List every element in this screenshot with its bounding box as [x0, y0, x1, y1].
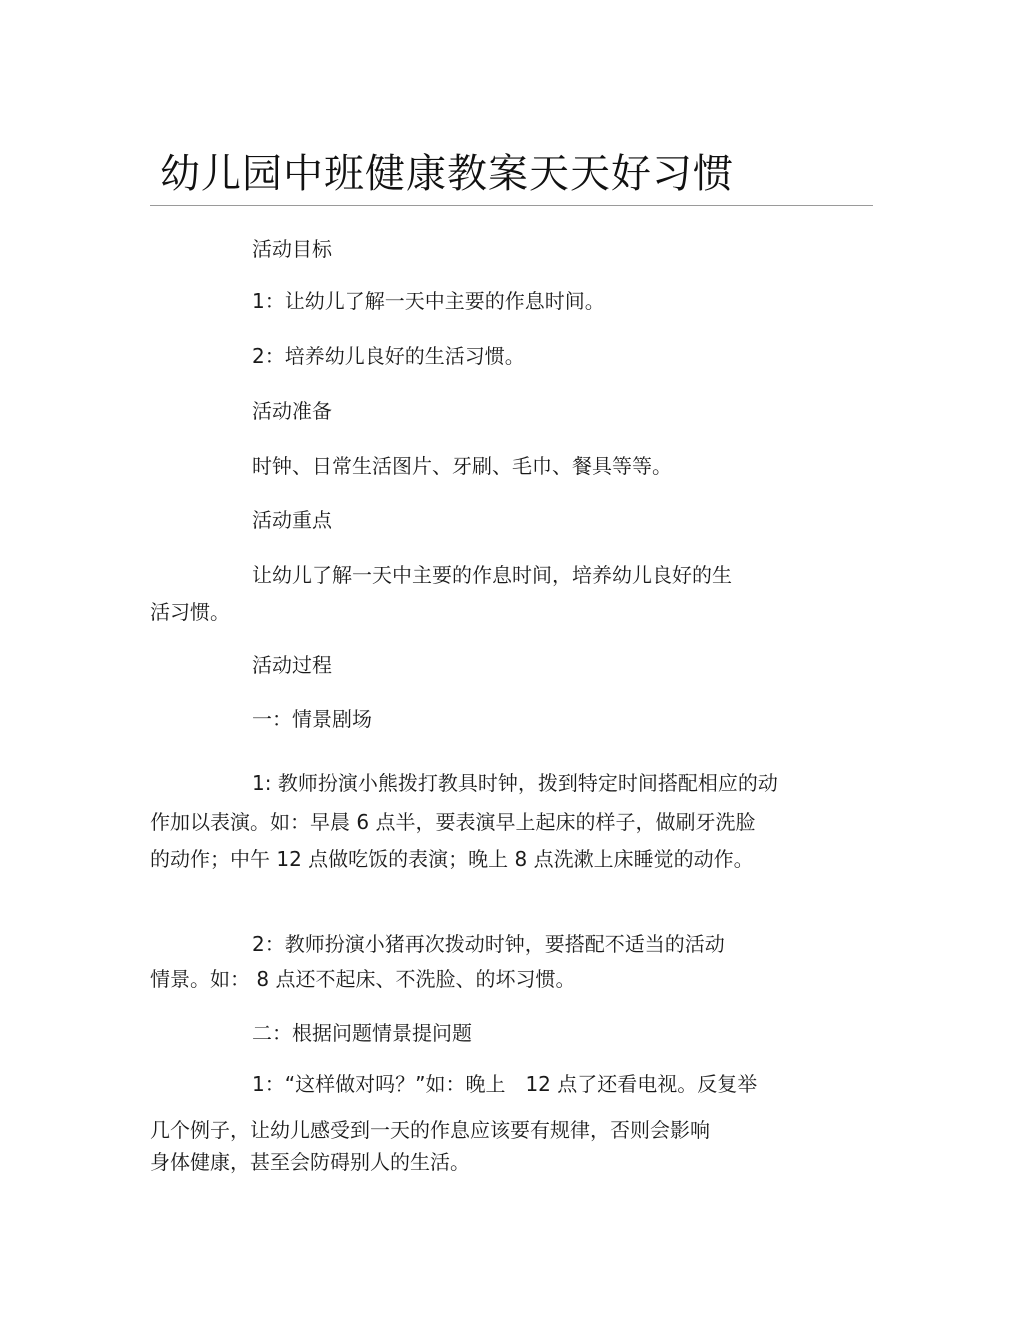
paragraph-1-line-1: 1: 教师扮演小熊拨打教具时钟，拨到特定时间搭配相应的动: [252, 771, 778, 795]
focus-line-2: 活习惯。: [150, 600, 230, 624]
paragraph-1-line-3: 的动作；中午 12 点做吃饭的表演；晚上 8 点洗漱上床睡觉的动作。: [150, 847, 754, 871]
goal-heading: 活动目标: [252, 237, 332, 261]
document-title: 幼儿园中班健康教案天天好习惯: [160, 151, 734, 197]
paragraph-1-line-2: 作加以表演。如：早晨 6 点半，要表演早上起床的样子，做刷牙洗脸: [150, 810, 756, 834]
question-1-line-2: 几个例子，让幼儿感受到一天的作息应该要有规律，否则会影响: [150, 1118, 710, 1142]
process-heading: 活动过程: [252, 653, 332, 677]
prep-text: 时钟、日常生活图片、牙刷、毛巾、餐具等等。: [252, 454, 672, 478]
goal-item-2: 2：培养幼儿良好的生活习惯。: [252, 344, 525, 368]
paragraph-2-line-1: 2：教师扮演小猪再次拨动时钟，要搭配不适当的活动: [252, 932, 725, 956]
question-1-line-3: 身体健康，甚至会防碍别人的生活。: [150, 1150, 470, 1174]
part2-heading: 二：根据问题情景提问题: [252, 1021, 472, 1045]
prep-heading: 活动准备: [252, 399, 332, 423]
part1-heading: 一：情景剧场: [252, 707, 372, 731]
title-divider: [150, 205, 873, 206]
goal-item-1: 1：让幼儿了解一天中主要的作息时间。: [252, 289, 605, 313]
focus-heading: 活动重点: [252, 508, 332, 532]
focus-line-1: 让幼儿了解一天中主要的作息时间，培养幼儿良好的生: [252, 563, 732, 587]
question-1-line-1: 1：“这样做对吗？”如：晚上 12 点了还看电视。反复举: [252, 1072, 758, 1096]
paragraph-2-line-2: 情景。如： 8 点还不起床、不洗脸、的坏习惯。: [150, 967, 576, 991]
